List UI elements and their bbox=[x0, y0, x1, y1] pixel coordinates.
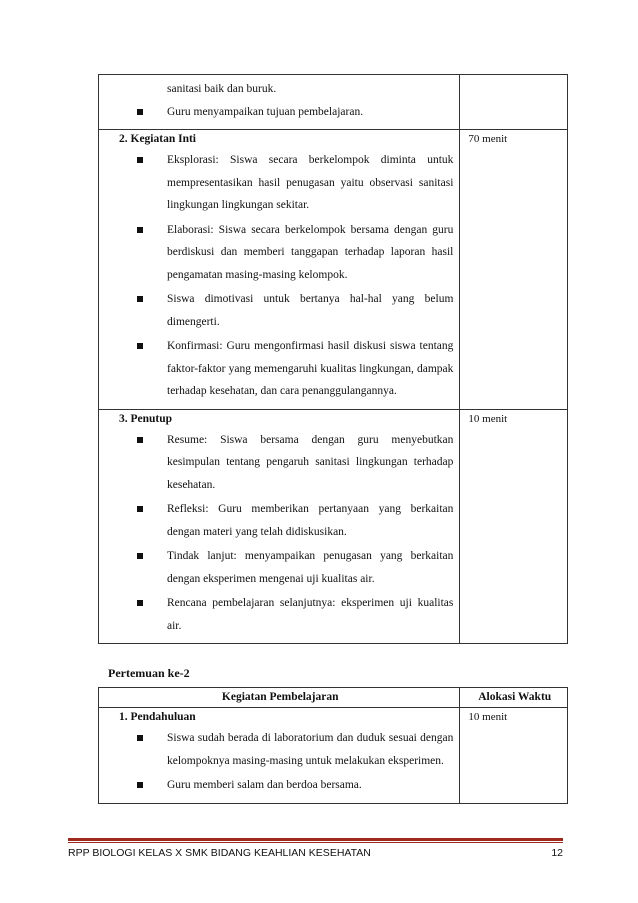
list-item-text: Tindak lanjut: menyampaikan penugasan yang berkaitan dengan eksperimen mengenai uji kualitas air. bbox=[167, 550, 454, 585]
list-item-text: Resume: Siswa bersama dengan guru menyebutkan kesimpulan tentang pengaruh sanitasi lingkungan terhadap kesehatan. bbox=[167, 433, 454, 491]
time-cell: 10 menit bbox=[460, 708, 568, 804]
list-item-text: Rencana pembelajaran selanjutnya: eksperimen uji kualitas air. bbox=[167, 597, 454, 632]
list-item bbox=[137, 592, 453, 637]
list-item-text: Guru menyampaikan tujuan pembelajaran. bbox=[167, 105, 364, 118]
time-cell bbox=[460, 75, 568, 130]
list-item-text: Siswa sudah berada di laboratorium dan duduk sesuai dengan kelompoknya masing-masing untuk melakukan eksperimen. bbox=[167, 732, 454, 767]
table-row-pendahuluan bbox=[99, 708, 568, 804]
activity-cell bbox=[99, 130, 460, 410]
square-bullet-icon bbox=[137, 735, 143, 741]
stage-title: 1. Pendahuluan bbox=[119, 711, 196, 723]
continuation-text: sanitasi baik dan buruk. bbox=[167, 83, 277, 95]
list-item-text: Refleksi: Guru memberikan pertanyaan yang berkaitan dengan materi yang telah didiskusikan. bbox=[167, 503, 454, 538]
square-bullet-icon bbox=[137, 782, 143, 788]
column-header-activity: Kegiatan Pembelajaran bbox=[99, 688, 460, 708]
footer-title: RPP BIOLOGI KELAS X SMK BIDANG KEAHLIAN KESEHATAN bbox=[68, 847, 371, 859]
list-item bbox=[137, 774, 453, 797]
square-bullet-icon bbox=[137, 553, 143, 559]
square-bullet-icon bbox=[137, 343, 143, 349]
section-heading: Pertemuan ke-2 bbox=[108, 666, 190, 680]
footer-divider bbox=[68, 838, 563, 841]
list-item bbox=[137, 545, 453, 590]
activity-cell bbox=[99, 708, 460, 804]
list-item-text: Guru memberi salam dan berdoa bersama. bbox=[167, 779, 362, 791]
bullet-list bbox=[107, 727, 453, 797]
time-cell: 10 menit bbox=[460, 409, 568, 644]
square-bullet-icon bbox=[137, 157, 143, 163]
page-content bbox=[98, 74, 568, 804]
bullet-list bbox=[107, 149, 453, 403]
square-bullet-icon bbox=[137, 437, 143, 443]
square-bullet-icon bbox=[137, 227, 143, 233]
stage-title: 2. Kegiatan Inti bbox=[119, 133, 196, 145]
table-header-row bbox=[99, 688, 568, 708]
square-bullet-icon bbox=[137, 109, 143, 115]
column-header-time: Alokasi Waktu bbox=[460, 688, 568, 708]
square-bullet-icon bbox=[137, 296, 143, 302]
time-cell: 70 menit bbox=[460, 130, 568, 410]
list-item bbox=[137, 149, 453, 217]
list-item-text: Eksplorasi: Siswa secara berkelompok diminta untuk mempresentasikan hasil penugasan yaitu observasi sanitasi lingkungan lingkungan sekitar. bbox=[167, 154, 454, 211]
list-item bbox=[137, 498, 453, 543]
page-footer bbox=[68, 838, 563, 859]
bullet-list bbox=[107, 429, 453, 638]
table-row-continuation bbox=[99, 75, 568, 130]
list-item bbox=[137, 219, 453, 287]
list-item-text: Elaborasi: Siswa secara berkelompok bersama dengan guru berdiskusi dan memberi tanggapan terhadap laporan hasil pengamatan masing-masing kelompok. bbox=[167, 223, 454, 281]
page-number: 12 bbox=[551, 847, 563, 859]
list-item-text: Siswa dimotivasi untuk bertanya hal-hal yang belum dimengerti. bbox=[167, 293, 454, 328]
bullet-list bbox=[107, 101, 453, 124]
footer-row bbox=[68, 847, 563, 859]
square-bullet-icon bbox=[137, 506, 143, 512]
list-item bbox=[137, 335, 453, 403]
table-row-inti bbox=[99, 130, 568, 410]
list-item bbox=[137, 101, 453, 124]
list-item bbox=[137, 288, 453, 333]
list-item bbox=[137, 727, 453, 772]
lesson-table-2 bbox=[98, 687, 568, 804]
footer-divider bbox=[68, 842, 563, 843]
list-item bbox=[137, 429, 453, 497]
activity-cell bbox=[99, 75, 460, 130]
activity-cell bbox=[99, 409, 460, 644]
list-item-text: Konfirmasi: Guru mengonfirmasi hasil diskusi siswa tentang faktor-faktor yang memengaruhi kualitas lingkungan, dampak terhadap kesehatan, dan cara penanggulangannya. bbox=[167, 340, 454, 397]
stage-title: 3. Penutup bbox=[119, 412, 173, 425]
table-row-penutup bbox=[99, 409, 568, 644]
lesson-table-1 bbox=[98, 74, 568, 644]
square-bullet-icon bbox=[137, 600, 143, 606]
